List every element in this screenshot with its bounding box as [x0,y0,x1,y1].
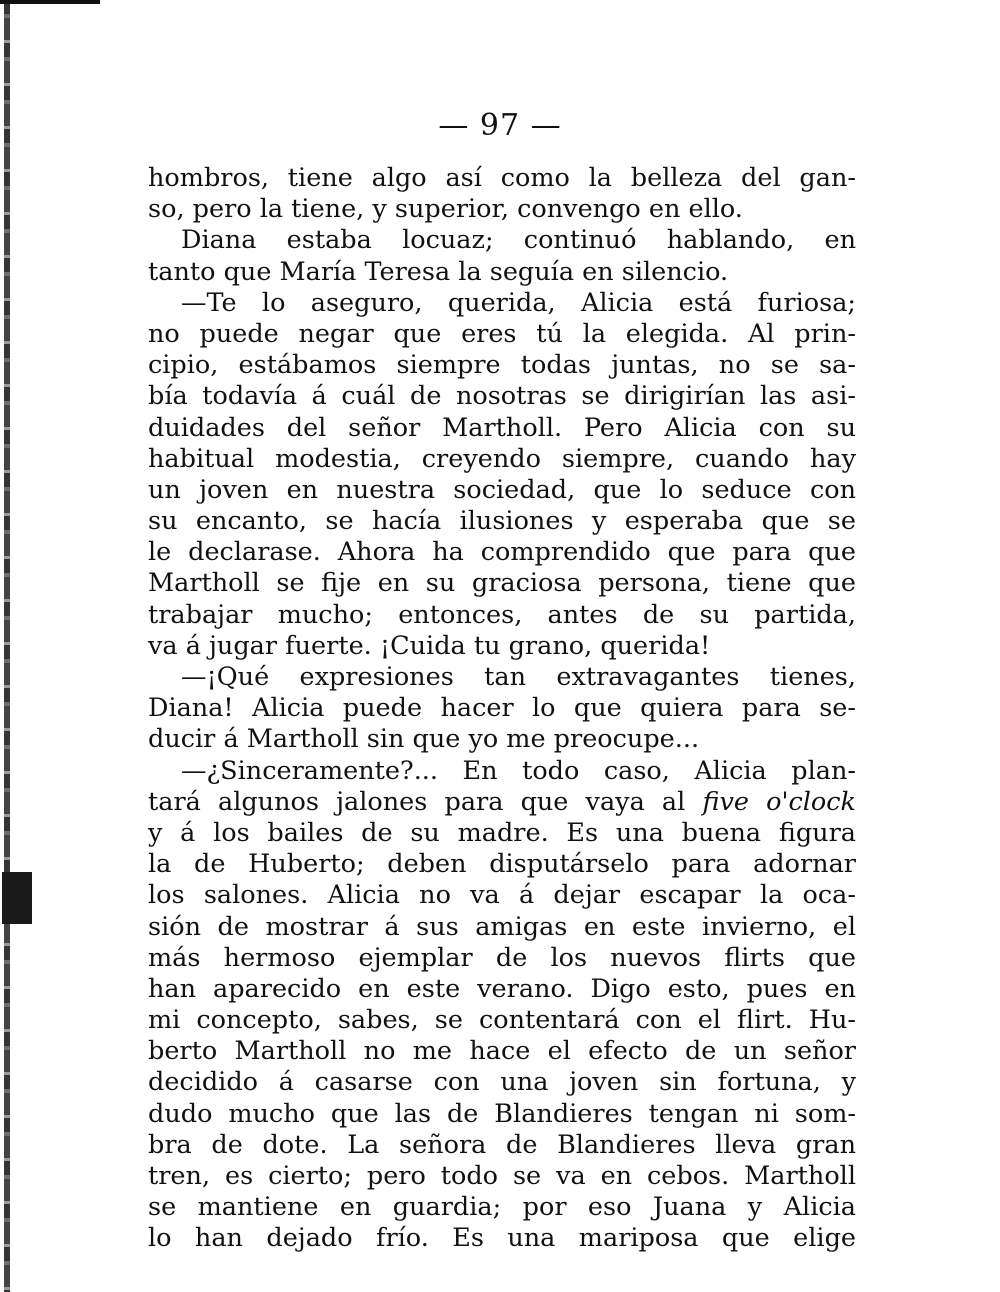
text-line: —Te lo aseguro, querida, Alicia está furiosa; [181,287,856,318]
text-line: la de Huberto; deben disputárselo para adornar [148,849,856,880]
text-line: ducir á Martholl sin que yo me preocupe... [148,724,700,755]
text-line: trabajar mucho; entonces, antes de su partida, [148,599,856,630]
text-line: dudo mucho que las de Blandieres tengan ni som- [148,1098,856,1129]
text-line: bra de dote. La señora de Blandieres lleva gran [148,1129,856,1160]
text-segment: tará algunos jalones para que vaya al [148,786,686,817]
text-line: no puede negar que eres tú la elegida. Al prin- [148,318,856,349]
text-line: Diana! Alicia puede hacer lo que quiera para se- [148,693,856,724]
text-line: va á jugar fuerte. ¡Cuida tu grano, querida! [148,630,711,661]
text-line: los salones. Alicia no va á dejar escapar la oca- [148,880,856,911]
text-line: bía todavía á cuál de nosotras se dirigirían las asi- [148,381,856,412]
text-line: so, pero la tiene, y superior, convengo en ello. [148,194,743,225]
text-line: hombros, tiene algo así como la belleza del gan- [148,163,856,193]
italic-phrase: five o'clock [702,786,856,817]
body-text [148,163,856,1255]
binding-notch [2,872,32,924]
text-line: se mantiene en guardia; por eso Juana y Alicia [148,1192,856,1223]
text-line: tanto que María Teresa la seguía en silencio. [148,256,729,287]
text-line: duidades del señor Martholl. Pero Alicia con su [148,412,856,443]
text-line: Diana estaba locuaz; continuó hablando, en [181,225,856,256]
text-line: habitual modestia, creyendo siempre, cuando hay [148,443,856,474]
text-line: decidido á casarse con una joven sin fortuna, y [148,1067,856,1098]
text-line: berto Martholl no me hace el efecto de un señor [148,1036,856,1067]
text-line-with-italic [148,787,856,818]
text-line: cipio, estábamos siempre todas juntas, no se sa- [148,350,856,381]
text-line: Martholl se fije en su graciosa persona, tiene que [148,568,856,599]
binding-edge [4,0,10,1292]
text-line: su encanto, se hacía ilusiones y esperaba que se [148,506,856,537]
text-line: más hermoso ejemplar de los nuevos flirts que [148,942,856,973]
text-line: tren, es cierto; pero todo se va en cebos. Martholl [148,1161,856,1191]
binding-top-edge [0,0,100,4]
text-line: —¿Sinceramente?... En todo caso, Alicia plan- [181,755,856,786]
page-number: — 97 — [438,108,562,143]
text-line: mi concepto, sabes, se contentará con el flirt. Hu- [148,1005,856,1036]
text-line: —¡Qué expresiones tan extravagantes tienes, [181,662,856,692]
text-line: sión de mostrar á sus amigas en este invierno, el [148,911,856,942]
text-line: le declarase. Ahora ha comprendido que para que [148,537,856,568]
text-line: y á los bailes de su madre. Es una buena figura [148,817,856,848]
text-line: un joven en nuestra sociedad, que lo seduce con [148,474,856,505]
text-line: han aparecido en este verano. Digo esto, pues en [148,973,856,1004]
text-line: lo han dejado frío. Es una mariposa que elige [148,1223,856,1254]
